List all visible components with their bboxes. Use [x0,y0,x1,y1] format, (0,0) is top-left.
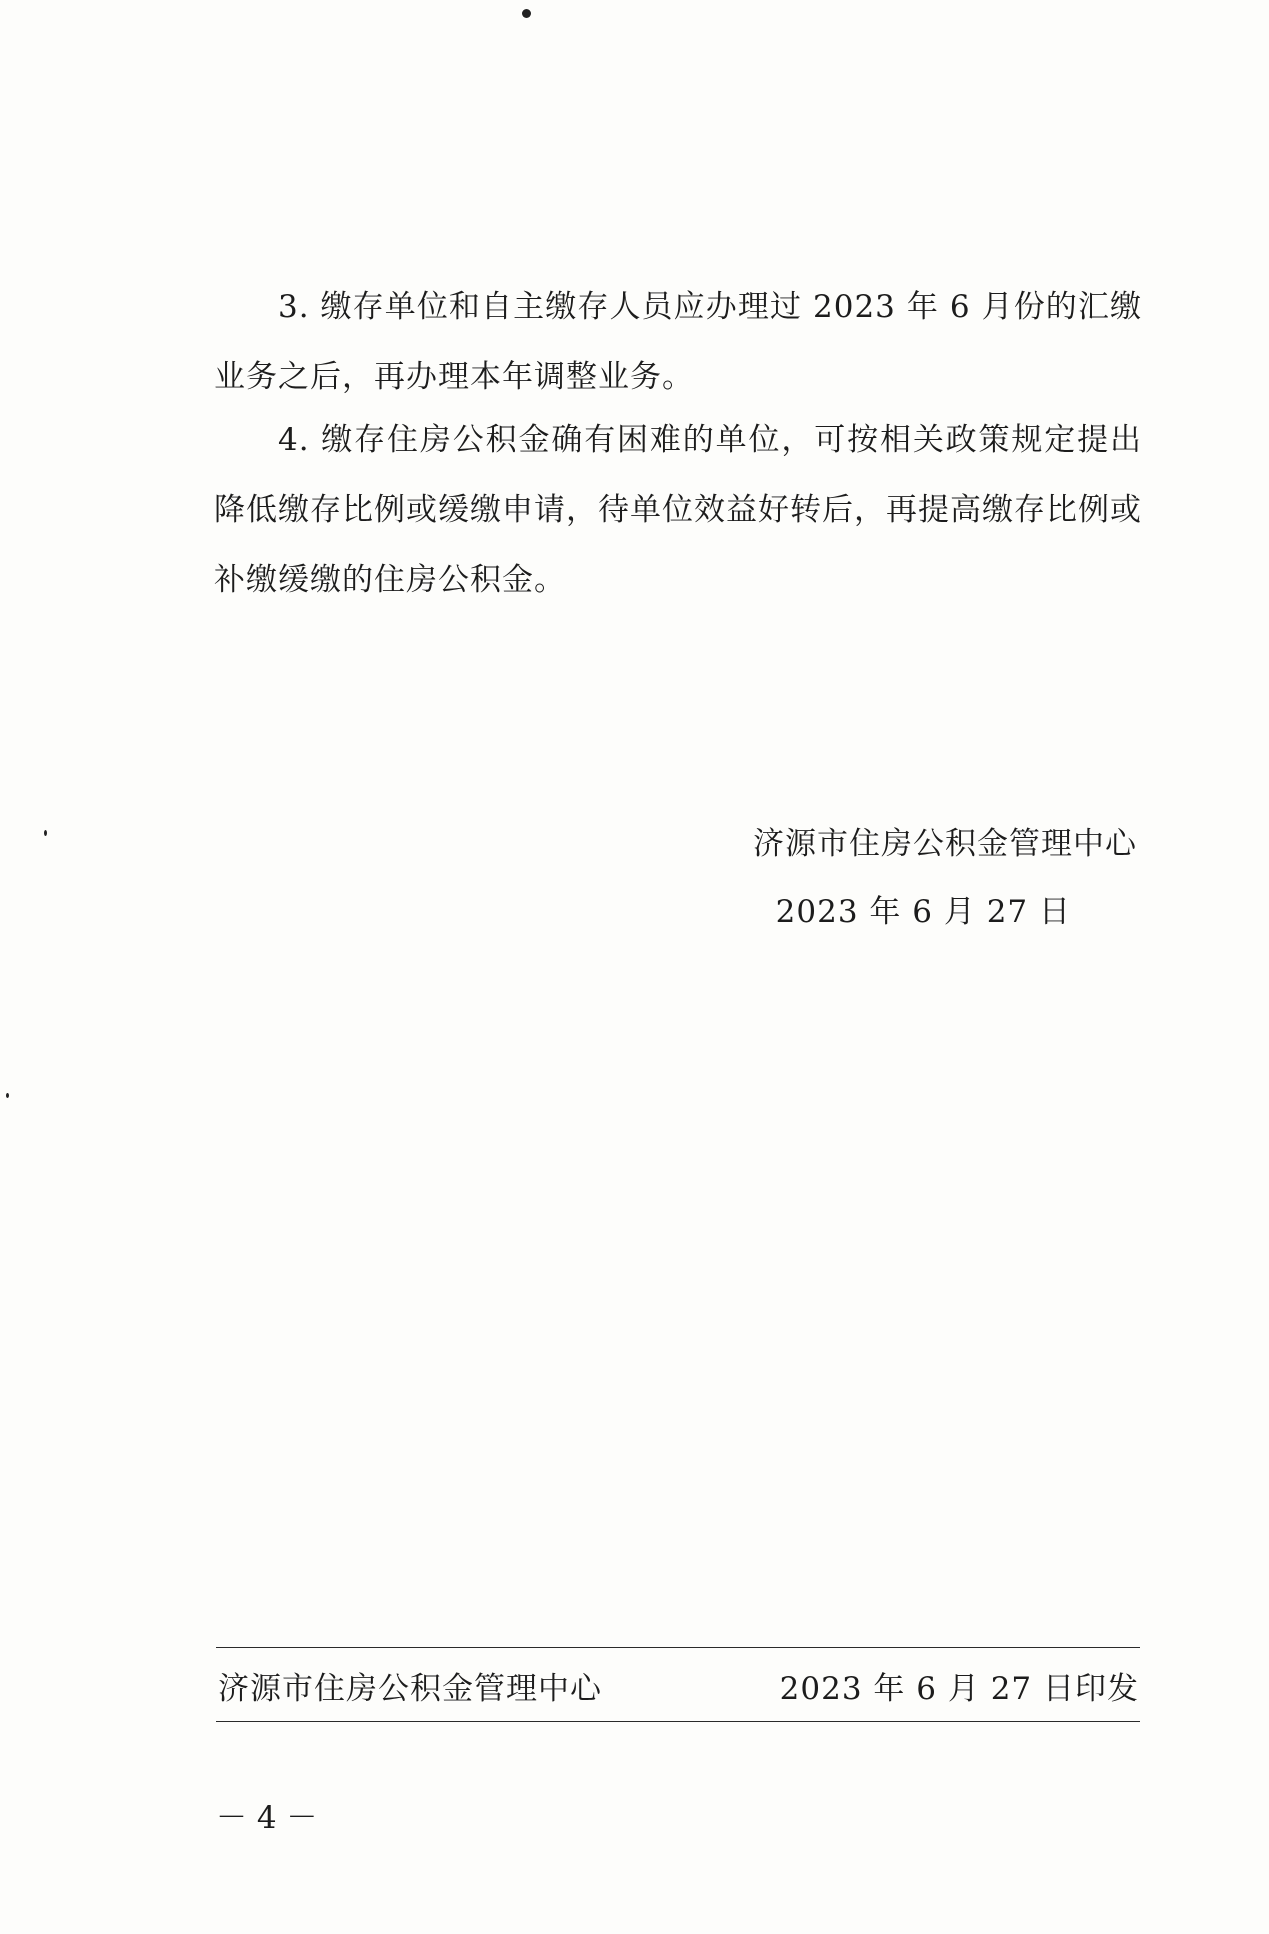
scan-speck [522,9,531,18]
footer-top-rule [216,1647,1140,1648]
footer-issue-date: 2023 年 6 月 27 日印发 [779,1671,1139,1707]
body-paragraph-4: 4. 缴存住房公积金确有困难的单位，可按相关政策规定提出降低缴存比例或缓缴申请，待单位效益好转后，再提高缴存比例或补缴缓缴的住房公积金。 [214,422,1142,598]
signature-date: 2023 年 6 月 27 日 [775,894,1071,930]
body-paragraph-3: 3. 缴存单位和自主缴存人员应办理过 2023 年 6 月份的汇缴业务之后，再办理本年调整业务。 [214,289,1142,395]
signature-organization: 济源市住房公积金管理中心 [753,826,1137,862]
scan-speck [44,830,47,836]
footer-organization: 济源市住房公积金管理中心 [218,1671,602,1707]
page-number: － 4 － [216,1800,318,1836]
scan-speck [6,1093,9,1098]
footer-bottom-rule [216,1721,1140,1722]
